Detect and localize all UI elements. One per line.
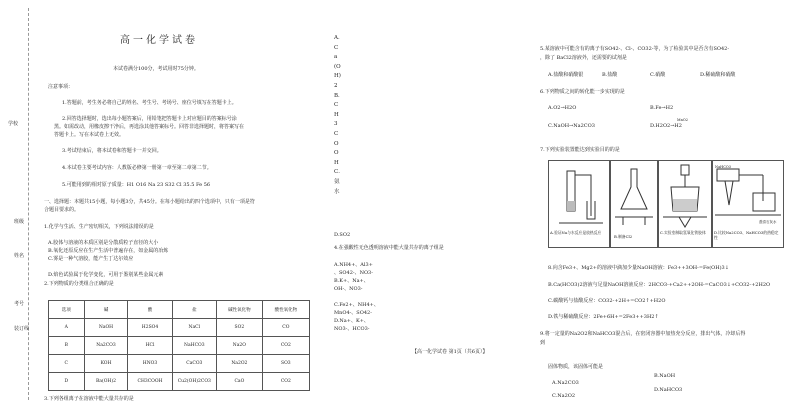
question-9: 9.将一定量的Na2O2和NaHCO3混合后，在密闭容器中加热充分反应，排出气体，冷却后得 (540, 331, 746, 337)
table-cell: Na2O (217, 337, 263, 355)
table-cell: NaCl (172, 319, 217, 337)
notice-line: 1.答题前，考生务必将自己的姓名、考生号、考场号、座位号填写在答题卡上。 (62, 100, 237, 106)
section-heading: 一、选择题：本题共15小题，每小题3分，共45分。在每小题给出的四个选项中，只有一项是符 (44, 199, 255, 205)
notice-line: 3.考试结束后，将本试卷和答题卡一并交回。 (62, 148, 162, 154)
table-cell: CO2 (262, 337, 309, 355)
q4-option: B.K+、Na+、 (334, 278, 369, 284)
notice-heading: 注意事项： (48, 84, 74, 90)
table-header-cell: 盐 (172, 301, 217, 319)
q8-option: C.碳酸钙与盐酸反应：CO32-+2H+=CO2↑+H2O (548, 298, 666, 304)
q4-option: C.Fe2+、NH4+、 (334, 302, 379, 308)
page-subtitle: 本试卷满分100分，考试用时75分钟。 (113, 66, 199, 72)
table-cell: CaO (217, 373, 263, 391)
q5-option: C.硝酸 (650, 72, 666, 78)
table-header-cell: 碱性氧化物 (217, 301, 263, 319)
table-cell: SO3 (262, 355, 309, 373)
table-cell: SO2 (217, 319, 263, 337)
table-cell: HNO3 (128, 355, 172, 373)
question-2: 2.下列物质的分类组合正确的是 (44, 281, 114, 287)
q5-option: A.盐酸和硝酸银 (548, 72, 584, 78)
notice-line: 5.可能用到的相对原子质量：H1 O16 Na 23 S32 Cl 35.5 Fe 56 (62, 182, 211, 188)
page-title: 高一化学试卷 (120, 35, 198, 46)
table-header-cell: 酸 (128, 301, 172, 319)
page-footer: 【高一化学试卷 第1页（共6页）】 (412, 349, 488, 355)
table-header-cell: 酸性氧化物 (262, 301, 309, 319)
q1-option: D.焰色试验属于化学变化，可用于鉴别某些金属元素 (48, 272, 164, 278)
middle-option-d: D.SO2 (334, 232, 351, 238)
q4-option: A.NH4+、Al3+ (334, 262, 373, 268)
question-9: 到 (540, 340, 546, 346)
q4-option: NO3-、HCO3- (334, 326, 370, 332)
apparatus-caption: A.验证Na与水反应是放热反应 (550, 230, 602, 235)
margin-seal-label: 装订线 (14, 326, 30, 332)
table-cell: Ba(OH)2 (84, 373, 128, 391)
q6-option: D.H2O2→H2 (650, 123, 682, 129)
table-row (49, 355, 310, 373)
q6-option: A.O2→H2O (548, 105, 577, 111)
flask-icon (611, 161, 657, 231)
table-cell: HCl (128, 337, 172, 355)
table-cell: NaOH (84, 319, 128, 337)
table-cell: KOH (84, 355, 128, 373)
notice-line: 黑。如需改动，用橡皮擦干净后，再选涂其他答案标号。回答非选择题时，将答案写在 (54, 124, 245, 130)
q6-option: C.NaOH→Na2CO3 (548, 123, 595, 129)
question-3: 3.下列各组离子在溶液中能大量共存的是 (44, 396, 134, 402)
q5-option: B.盐酸 (602, 72, 618, 78)
beaker-icon (659, 161, 711, 231)
question-5: 5.某溶液中可能含有的离子有SO42-、Cl-、CO32-等，为了检验其中是否含有SO42- (540, 46, 730, 52)
table-cell: Na2CO3 (84, 337, 128, 355)
table-cell: C (49, 355, 85, 373)
table-cell: B (49, 337, 85, 355)
margin-class-label: 班级 (14, 219, 25, 225)
question-1: 1.化学与生活、生产密切相关，下列说法错误的是 (44, 224, 154, 230)
table-row (49, 373, 310, 391)
q9-sub: 固体物质，该固体可能是 (548, 364, 604, 370)
section-heading: 合题目要求的。 (44, 207, 80, 213)
table-cell: CaCO3 (172, 355, 217, 373)
q9-option: C.Na2O2 (552, 393, 576, 399)
apparatus-caption: D.比较Na2CO3、NaHCO3的热稳定性 (714, 230, 779, 240)
q4-option: MnO4-、SO42- (334, 310, 372, 316)
table-header-cell: 选项 (49, 301, 85, 319)
table-cell: D (49, 373, 85, 391)
margin-id-label: 考号 (14, 301, 25, 307)
q6-arrow-label: MnO2 (677, 118, 688, 122)
table-cell: Cu2(OH)2CO3 (172, 373, 217, 391)
notice-line: 答题卡上。写在本试卷上无效。 (54, 132, 125, 138)
question-6: 6.下列物质之间的转化能一步实现的是 (540, 89, 625, 95)
q1-option: C.雾是一种气溶胶，能产生丁达尔效应 (48, 256, 134, 262)
table-cell: CO (262, 319, 309, 337)
binding-line (28, 8, 29, 400)
table-cell: Na2O2 (217, 355, 263, 373)
q8-option: D.铁与稀硫酸反应：2Fe+6H+=2Fe3++3H2↑ (548, 314, 659, 320)
table-row (49, 319, 310, 337)
q9-option: B.NaOH (654, 373, 676, 379)
table-header-cell: 碱 (84, 301, 128, 319)
q6-option: B.Fe→H2 (650, 105, 674, 111)
apparatus-d-label: NaHCO3 (715, 165, 731, 169)
table-cell: A (49, 319, 85, 337)
margin-name-label: 姓名 (14, 253, 25, 259)
table-header-row (49, 301, 310, 319)
table-cell: NaHCO3 (172, 337, 217, 355)
q9-option: A.Na2CO3 (552, 380, 579, 386)
table-cell: H2SO4 (128, 319, 172, 337)
q5-option: D.稀硫酸和硝酸 (700, 72, 736, 78)
q4-option: D.Na+、K+、 (334, 318, 369, 324)
apparatus-caption: C.实验室制取氢氧化铁胶体 (660, 230, 706, 235)
q1-option: A.胶体与溶液的本质区别是分散质粒子直径的大小 (48, 240, 159, 246)
question-5: ，除了 BaCl2溶液外，还需要的试剂是 (540, 55, 627, 61)
notice-line: 2.回答选择题时，选出每小题答案后，用铅笔把答题卡上对应题目的答案标号涂 (62, 116, 237, 122)
table-cell: CO2 (262, 373, 309, 391)
margin-school-label: 学校 (8, 121, 19, 127)
apparatus-caption: B.制备Cl2 (614, 234, 633, 239)
question-7: 7.下列实验装置能达到实验目的的是 (540, 147, 620, 153)
vertical-options: A．Ca(OH)2 B．CH3COOH C．氨水 (334, 35, 344, 195)
question-4: 4.在强酸性无色透明溶液中能大量共存的离子组是 (334, 245, 444, 251)
q1-option: B.氧化还原反应在生产生活中普遍存在，如金属的冶炼 (48, 248, 169, 254)
test-tube-icon (549, 161, 609, 231)
table-cell: CH3COOH (128, 373, 172, 391)
q4-option: 、SO42-、NO3- (334, 270, 373, 276)
notice-line: 4.本试卷主要考试内容：人教版必修第一册第一章至第二章第二节。 (62, 165, 212, 171)
classification-table (48, 300, 310, 391)
q9-option: D.NaHCO3 (654, 387, 683, 393)
apparatus-d-label: 澄清石灰水 (759, 220, 777, 224)
q4-option: OH-、NO3- (334, 286, 363, 292)
q8-option: B.Ca(HCO3)2溶液与足量NaOH溶液反应：2HCO3-+Ca2++2OH-=CaCO3↓+CO32-+2H2O (548, 282, 771, 288)
question-8: 8.向含Fe3+、Mg2+的溶液中滴加少量NaOH溶液：Fe3++3OH-=Fe(OH)3↓ (548, 265, 729, 271)
table-row (49, 337, 310, 355)
